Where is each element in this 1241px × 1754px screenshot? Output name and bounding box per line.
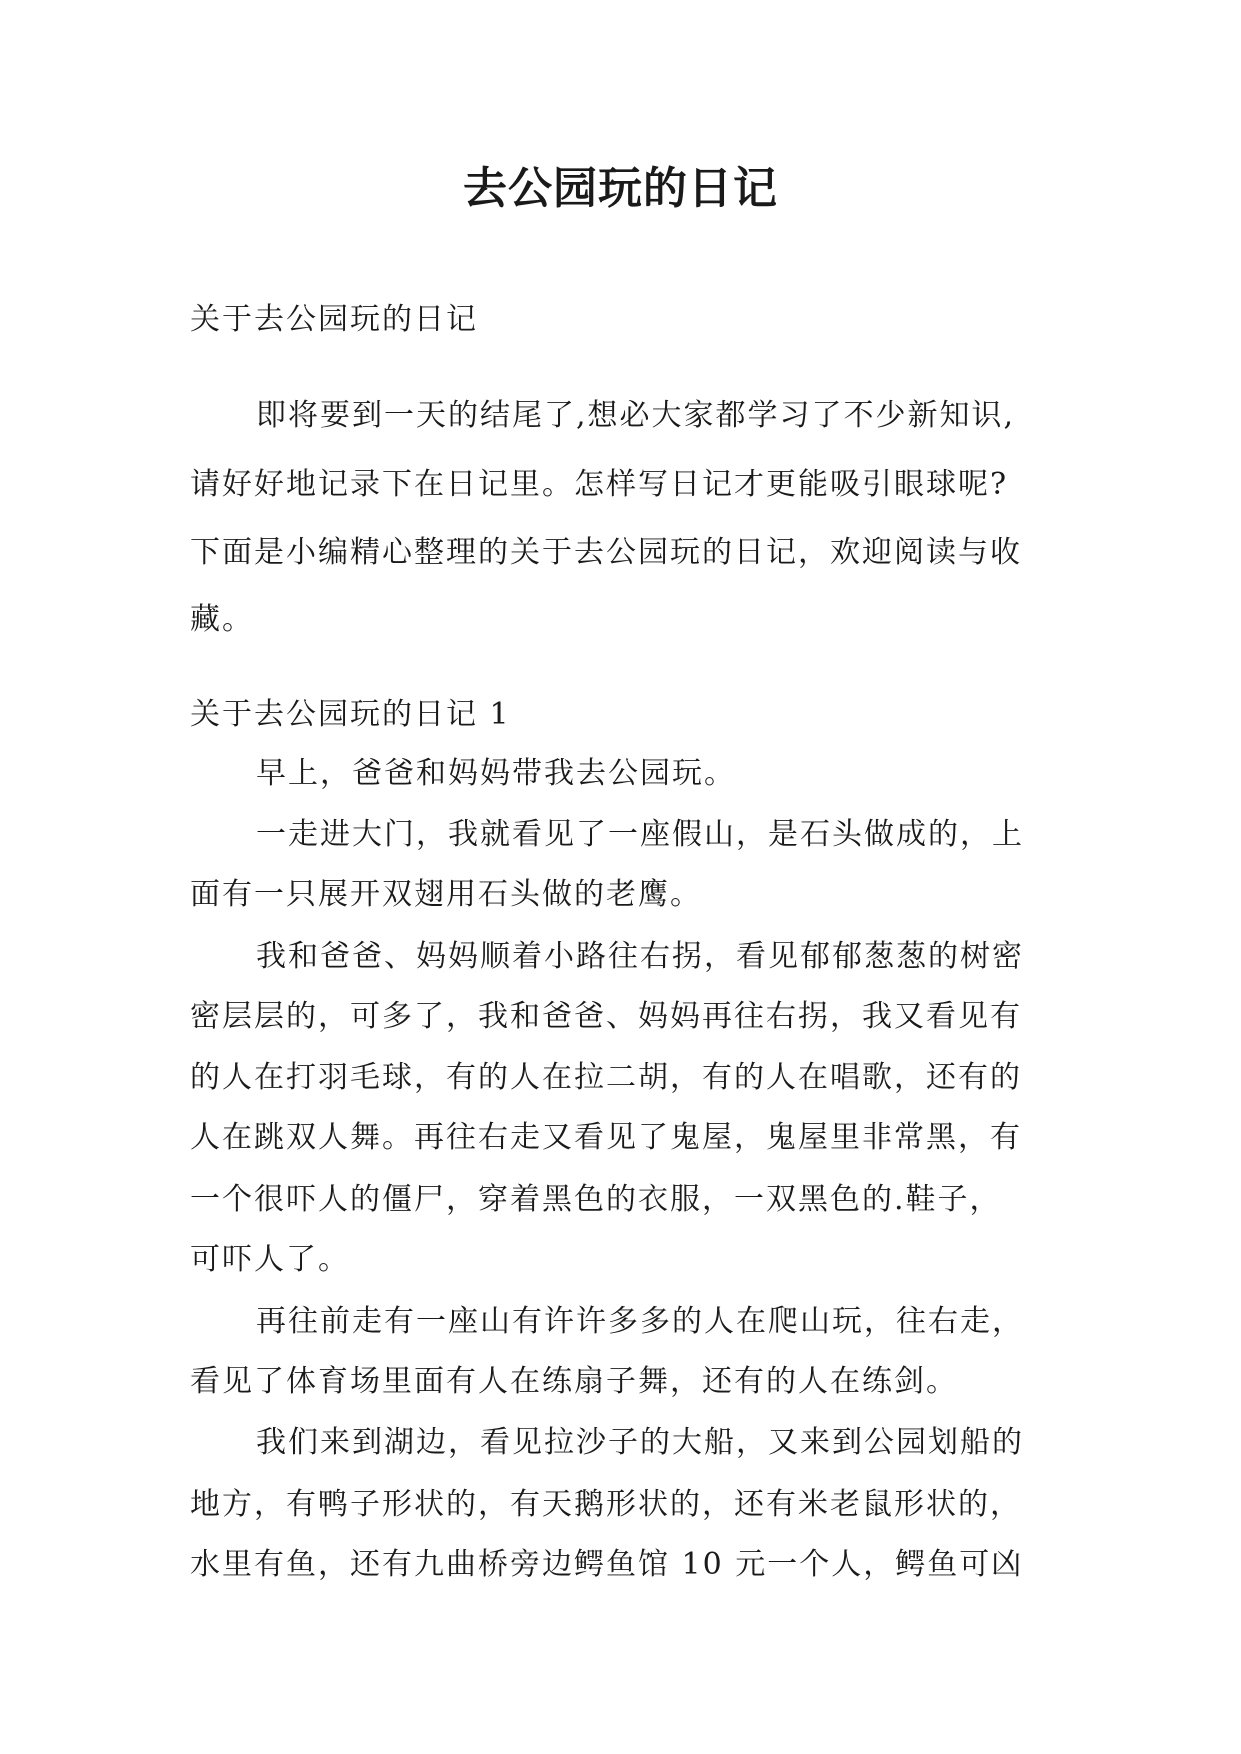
document-title: 去公园玩的日记 [463,163,778,214]
paragraph-line: 水里有鱼，还有九曲桥旁边鳄鱼馆 10 元一个人，鳄鱼可凶 [190,1547,1024,1582]
section-heading: 关于去公园玩的日记 1 [190,697,511,732]
paragraph-line: 面有一只展开双翅用石头做的老鹰。 [190,877,702,912]
paragraph-line: 再往前走有一座山有许许多多的人在爬山玩，往右走， [256,1304,1024,1339]
intro-line: 即将要到一天的结尾了,想必大家都学习了不少新知识, [256,398,1016,433]
intro-line: 下面是小编精心整理的关于去公园玩的日记，欢迎阅读与收 [190,535,1022,570]
paragraph-line: 看见了体育场里面有人在练扇子舞，还有的人在练剑。 [190,1364,958,1399]
paragraph-line: 可吓人了。 [190,1242,350,1277]
paragraph-line: 地方，有鸭子形状的，有天鹅形状的，还有米老鼠形状的， [190,1487,1022,1522]
paragraph-line: 密层层的，可多了，我和爸爸、妈妈再往右拐，我又看见有 [190,999,1022,1034]
intro-line: 藏。 [190,602,254,637]
document-subtitle: 关于去公园玩的日记 [190,302,478,337]
paragraph-line: 一走进大门，我就看见了一座假山，是石头做成的，上 [256,817,1024,852]
paragraph-line: 我和爸爸、妈妈顺着小路往右拐，看见郁郁葱葱的树密 [256,939,1024,974]
intro-line: 请好好地记录下在日记里。怎样写日记才更能吸引眼球呢? [190,467,1009,502]
paragraph-line: 我们来到湖边，看见拉沙子的大船，又来到公园划船的 [256,1425,1024,1460]
paragraph-line: 一个很吓人的僵尸，穿着黑色的衣服，一双黑色的.鞋子， [190,1182,1002,1217]
paragraph-line: 人在跳双人舞。再往右走又看见了鬼屋，鬼屋里非常黑，有 [190,1120,1022,1155]
paragraph-line: 的人在打羽毛球，有的人在拉二胡，有的人在唱歌，还有的 [190,1060,1022,1095]
paragraph-line: 早上，爸爸和妈妈带我去公园玩。 [256,756,736,791]
